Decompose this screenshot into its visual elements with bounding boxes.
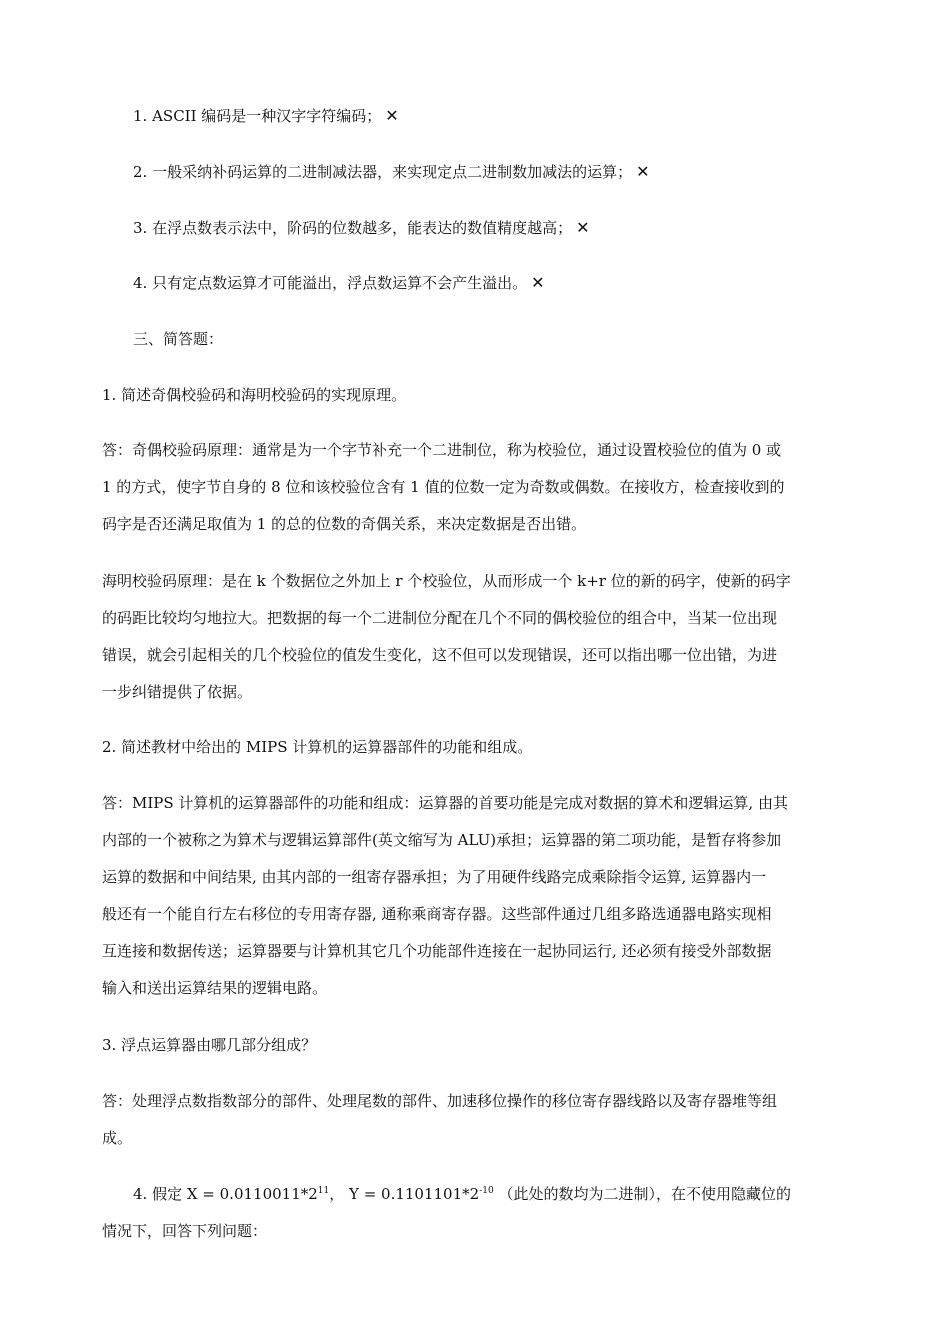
answer-line: 1 的方式，使字节自身的 8 位和该校验位含有 1 值的位数一定为奇数或偶数。在接收方，检查接收到的 (102, 478, 785, 496)
tf-item-text: 2. 一般采纳补码运算的二进制减法器，来实现定点二进制数加减法的运算； (133, 163, 633, 181)
answer-line: 般还有一个能自行左右移位的专用寄存器, 通称乘商寄存器。这些部件通过几组多路选通器电路实现相 (102, 905, 772, 923)
tf-item-text: 1. ASCII 编码是一种汉字字符编码； (133, 107, 382, 125)
tf-item-3 (0, 218, 950, 238)
q4-suffix: （此处的数均为二进制），在不使用隐藏位的 (493, 1185, 791, 1203)
question-4-line2: 情况下，回答下列问题： (102, 1222, 268, 1240)
answer-line: 答：处理浮点数指数部分的部件、处理尾数的部件、加速移位操作的移位寄存器线路以及寄存器堆等组 (102, 1092, 778, 1110)
y-exponent: -10 (479, 1186, 494, 1196)
cross-mark-icon: ✕ (385, 106, 399, 125)
answer-line: 输入和送出运算结果的逻辑电路。 (102, 979, 328, 997)
tf-item-text: 3. 在浮点数表示法中，阶码的位数越多，能表达的数值精度越高； (133, 219, 573, 237)
answer-3 (102, 1091, 862, 1165)
cross-mark-icon: ✕ (531, 273, 545, 292)
answer-line: 答：MIPS 计算机的运算器部件的功能和组成：运算器的首要功能是完成对数据的算术和逻辑运算, 由其 (102, 794, 788, 812)
answer-line: 答：奇偶校验码原理：通常是为一个字节补充一个二进制位，称为校验位，通过设置校验位的值为 0 或 (102, 441, 782, 459)
answer-line: 内部的一个被称之为算术与逻辑运算部件(英文缩写为 ALU)承担；运算器的第二项功能，是暂存将参加 (102, 831, 782, 849)
tf-item-4 (0, 273, 950, 293)
question-4 (0, 1184, 950, 1204)
cross-mark-icon: ✕ (576, 218, 590, 237)
answer-line: 码字是否还满足取值为 1 的总的位数的奇偶关系，来决定数据是否出错。 (102, 515, 587, 533)
answer-line: 运算的数据和中间结果, 由其内部的一组寄存器承担；为了用硬件线路完成乘除指令运算, 运算器内一 (102, 868, 767, 886)
q4-prefix: 4. 假定 X = 0.0110011*2 (133, 1185, 318, 1203)
tf-item-1 (0, 106, 950, 126)
answer-1-parity (102, 440, 862, 551)
x-exponent: 11 (317, 1186, 330, 1196)
answer-line: 错误，就会引起相关的几个校验位的值发生变化，这不但可以发现错误，还可以指出哪一位出错，为进 (102, 646, 778, 664)
tf-item-text: 4. 只有定点数运算才可能溢出，浮点数运算不会产生溢出。 (133, 274, 528, 292)
tf-item-2 (0, 162, 950, 182)
q4-mid: ， Y = 0.1101101*2 (329, 1185, 480, 1203)
answer-1-hamming (102, 571, 862, 719)
question-2: 2. 简述教材中给出的 MIPS 计算机的运算器部件的功能和组成。 (102, 738, 533, 756)
cross-mark-icon: ✕ (636, 162, 650, 181)
answer-line: 海明校验码原理：是在 k 个数据位之外加上 r 个校验位，从而形成一个 k+r 位的新的码字，使新的码字 (102, 572, 791, 590)
answer-line: 一步纠错提供了依据。 (102, 683, 253, 701)
question-1: 1. 简述奇偶校验码和海明校验码的实现原理。 (102, 386, 407, 404)
section-heading: 三、简答题： (133, 330, 224, 348)
answer-line: 成。 (102, 1129, 133, 1147)
question-3: 3. 浮点运算器由哪几部分组成？ (102, 1036, 317, 1054)
answer-2 (102, 793, 862, 1015)
answer-line: 的码距比较均匀地拉大。把数据的每一个二进制位分配在几个不同的偶校验位的组合中，当某一位出现 (102, 609, 778, 627)
answer-line: 互连接和数据传送；运算器要与计算机其它几个功能部件连接在一起协同运行, 还必须有接受外部数据 (102, 942, 772, 960)
